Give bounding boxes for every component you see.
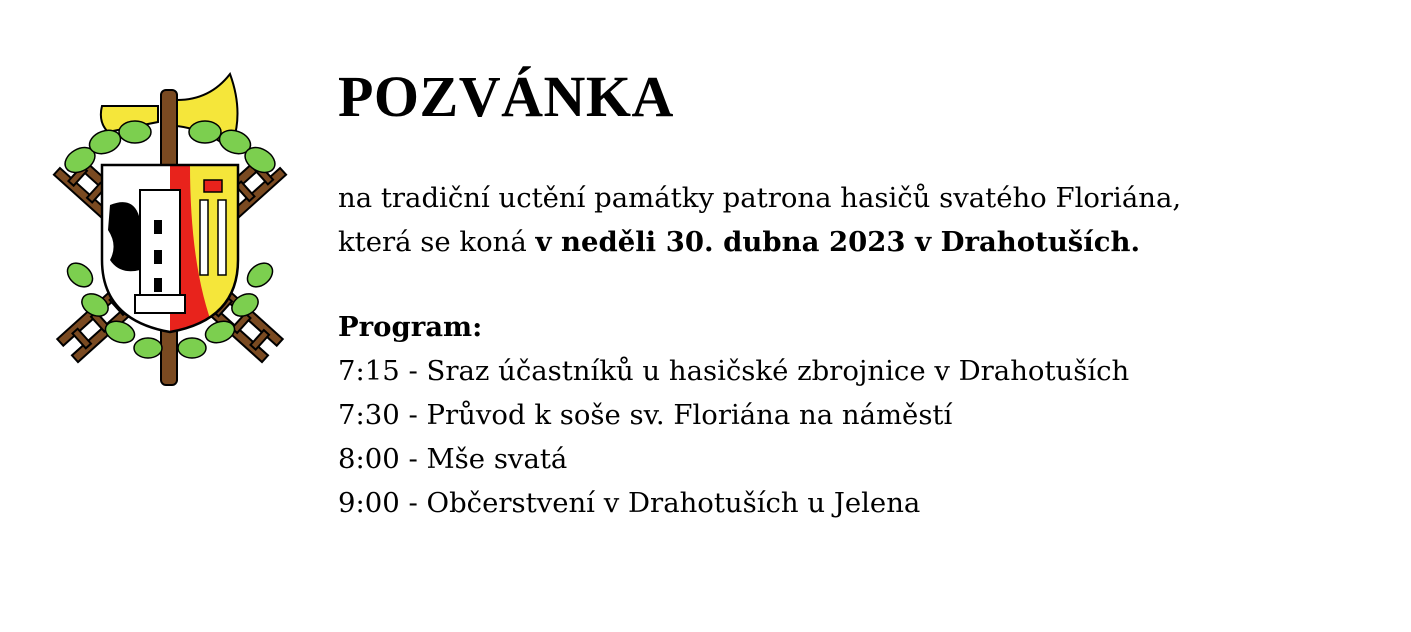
program-heading: Program:: [338, 311, 483, 343]
program-section: [338, 305, 1129, 525]
program-item: 8:00 - Mše svatá: [338, 443, 568, 475]
program-list: [338, 349, 1129, 525]
program-item: 9:00 - Občerstvení v Drahotuších u Jelena: [338, 487, 921, 519]
event-date-location: v neděli 30. dubna 2023 v Drahotuších.: [535, 226, 1141, 258]
page-title: POZVÁNKA: [338, 64, 674, 129]
program-item: 7:15 - Sraz účastníků u hasičské zbrojnice v Drahotuších: [338, 355, 1130, 387]
intro-line-2: [338, 220, 1181, 264]
shield-icon: [102, 165, 238, 335]
invitation-intro: [338, 176, 1181, 264]
fire-brigade-emblem-icon: [40, 70, 300, 390]
intro-line-2-prefix: která se koná: [338, 226, 536, 258]
intro-line-1: na tradiční uctění památky patrona hasičů svatého Floriána,: [338, 182, 1182, 214]
program-item: 7:30 - Průvod k soše sv. Floriána na náměstí: [338, 399, 953, 431]
